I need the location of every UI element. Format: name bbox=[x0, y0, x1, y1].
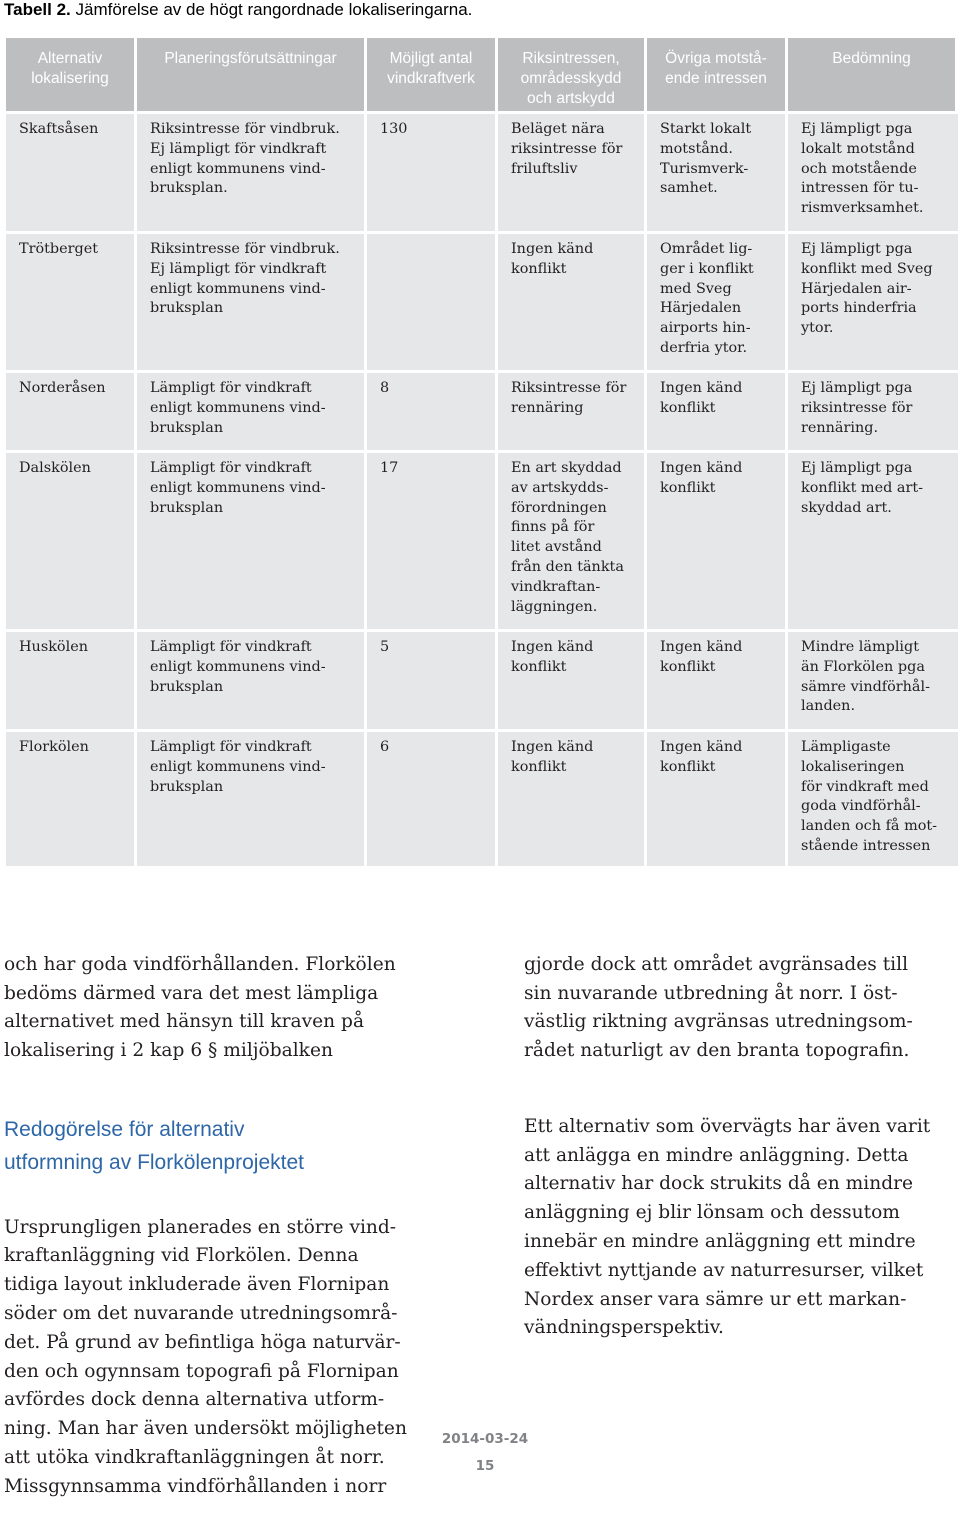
table-cell: Ingen känd konflikt bbox=[647, 453, 788, 629]
table-cell: Ingen känd konflikt bbox=[498, 234, 647, 370]
body-paragraph: och har goda vindförhållanden. Florkölen bedöms därmed vara det mest lämpliga alternativet med hänsyn till kraven på lokalisering i 2 kap 6 § miljöbalken bbox=[4, 953, 396, 1062]
table-cell: Skaftsåsen bbox=[6, 114, 137, 231]
header-cell: Bedömning bbox=[788, 38, 958, 111]
header-cell: Alternativ lokalisering bbox=[6, 38, 137, 111]
table-cell: En art skyddad av artskydds- förordningen finns på för litet avstånd från den tänkta vindkraftan- läggningen. bbox=[498, 453, 647, 629]
header-cell: Riksintressen, områdesskydd och artskydd bbox=[498, 38, 647, 111]
table-cell: Mindre lämpligt än Florkölen pga sämre vindförhål- landen. bbox=[788, 632, 958, 729]
page-number: 15 bbox=[475, 1458, 495, 1474]
section-heading: Redogörelse för alternativ utformning av Florkölenprojektet bbox=[4, 1117, 304, 1174]
table-cell bbox=[367, 234, 498, 370]
table-cell: Starkt lokalt motstånd. Turismverk- samhet. bbox=[647, 114, 788, 231]
body-paragraph: Ett alternativ som övervägts har även varit att anlägga en mindre anläggning. Detta alternativ har dock strukits då en mindre anläggning ej blir lönsam och dessutom innebär en mindre anläggning ett mindre effektivt nyttjande av naturresurser, vilket Nordex anser vara sämre ur ett markan- vändningsperspektiv. bbox=[524, 1115, 931, 1339]
table-cell: Ingen känd konflikt bbox=[647, 732, 788, 866]
table-cell: 17 bbox=[367, 453, 498, 629]
header-cell: Övriga motstå- ende intressen bbox=[647, 38, 788, 111]
table-cell: 8 bbox=[367, 373, 498, 450]
comparison-table bbox=[6, 38, 958, 866]
table-cell: Dalskölen bbox=[6, 453, 137, 629]
table-caption-label: Tabell 2. bbox=[4, 0, 71, 19]
table-cell: Lämpligt för vindkraft enligt kommunens vind- bruksplan bbox=[137, 632, 367, 729]
table-cell: 130 bbox=[367, 114, 498, 231]
body-paragraph: Ursprungligen planerades en större vind- kraftanläggning vid Florkölen. Denna tidiga layout inkluderade även Flornipan söder om det nuvarande utredningsområ- det. På grund av befintliga höga naturvär- den och ogynnsam topografi på Flornipan avfördes dock denna alternativa utform- ning. Man har även undersökt möjligheten att utöka vindkraftanläggningen åt norr. Missgynnsamma vindförhållanden i norr bbox=[4, 1216, 407, 1497]
table-cell: Riksintresse för vindbruk. Ej lämpligt för vindkraft enligt kommunens vind- bruksplan bbox=[137, 234, 367, 370]
table-cell: Ej lämpligt pga konflikt med Sveg Härjedalen air- ports hinderfria ytor. bbox=[788, 234, 958, 370]
table-caption-text: Jämförelse av de högt rangordnade lokaliseringarna. bbox=[70, 0, 473, 19]
table-cell: Ingen känd konflikt bbox=[498, 732, 647, 866]
table-cell: 5 bbox=[367, 632, 498, 729]
table-cell: Ej lämpligt pga konflikt med art- skyddad art. bbox=[788, 453, 958, 629]
table-cell: Lämpligt för vindkraft enligt kommunens vind- bruksplan bbox=[137, 373, 367, 450]
table-cell: Lämpligt för vindkraft enligt kommunens vind- bruksplan bbox=[137, 453, 367, 629]
table-cell: Norderåsen bbox=[6, 373, 137, 450]
body-column-right bbox=[524, 922, 956, 1372]
table-cell: Riksintresse för rennäring bbox=[498, 373, 647, 450]
table-cell: Ingen känd konflikt bbox=[647, 632, 788, 729]
table-cell: Beläget nära riksintresse för friluftsliv bbox=[498, 114, 647, 231]
table-cell: Trötberget bbox=[6, 234, 137, 370]
table-cell: Ej lämpligt pga riksintresse för rennäring. bbox=[788, 373, 958, 450]
header-cell: Möjligt antal vindkraftverk bbox=[367, 38, 498, 111]
table-cell: Florkölen bbox=[6, 732, 137, 866]
table-cell: Området lig- ger i konflikt med Sveg Härjedalen airports hin- derfria ytor. bbox=[647, 234, 788, 370]
body-paragraph: gjorde dock att området avgränsades till sin nuvarande utbredning åt norr. I öst- västlig riktning avgränsas utredningsom- rådet naturligt av den branta topografin. bbox=[524, 953, 913, 1062]
table-cell: Ingen känd konflikt bbox=[647, 373, 788, 450]
table-cell: Huskölen bbox=[6, 632, 137, 729]
table-cell: Ej lämpligt pga lokalt motstånd och motstående intressen för tu- rismverksamhet. bbox=[788, 114, 958, 231]
table-cell: 6 bbox=[367, 732, 498, 866]
table-caption bbox=[4, 0, 472, 20]
footer-date: 2014-03-24 bbox=[441, 1431, 529, 1447]
body-column-left bbox=[4, 922, 444, 1530]
table-cell: Lämpligt för vindkraft enligt kommunens vind- bruksplan bbox=[137, 732, 367, 866]
table-cell: Lämpligaste lokaliseringen för vindkraft med goda vindförhål- landen och få mot- stående intressen bbox=[788, 732, 958, 866]
table-cell: Riksintresse för vindbruk. Ej lämpligt för vindkraft enligt kommunens vind- bruksplan. bbox=[137, 114, 367, 231]
table-cell: Ingen känd konflikt bbox=[498, 632, 647, 729]
header-cell: Planeringsförutsättningar bbox=[137, 38, 367, 111]
